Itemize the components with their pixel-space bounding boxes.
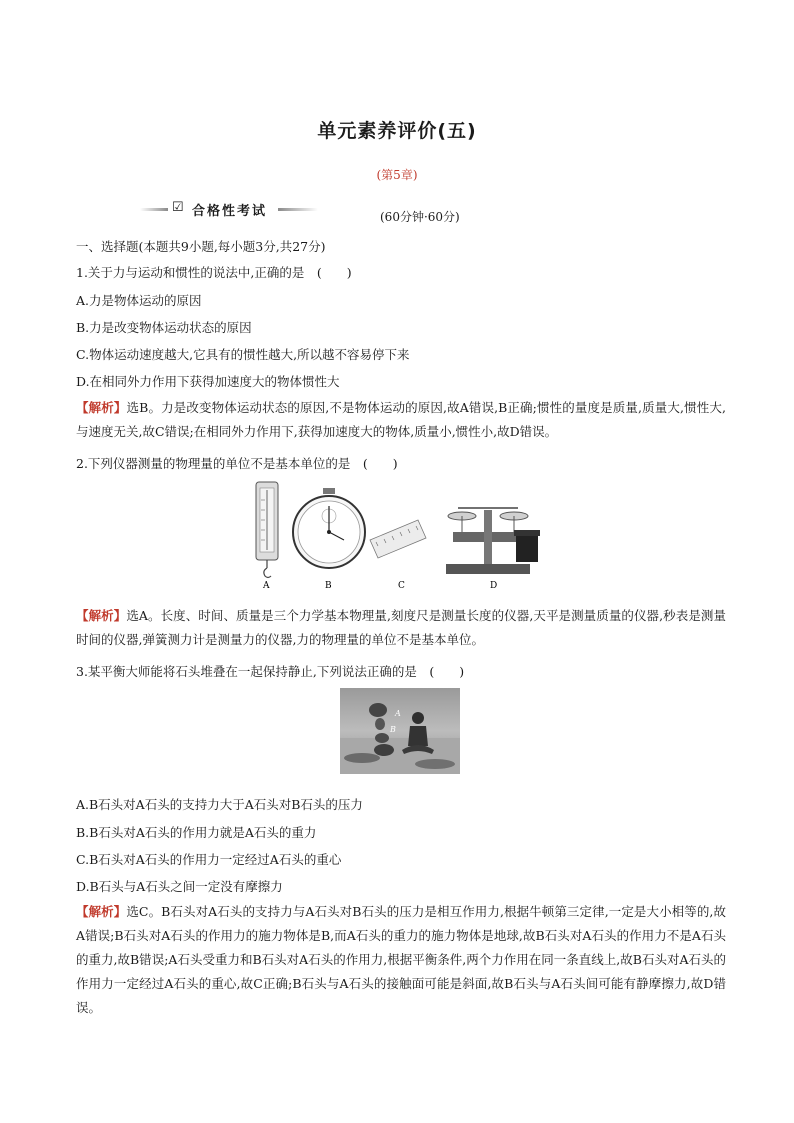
time-score-note: (60分钟·60分)	[380, 210, 460, 224]
figure-label-a: A	[263, 581, 270, 591]
chapter-label: (第5章)	[376, 168, 418, 182]
stone-b	[375, 718, 385, 730]
balance-scale-image	[446, 508, 540, 574]
section-label: 合格性考试	[192, 204, 268, 219]
q2-instruments-figure	[248, 480, 548, 595]
ruler-image	[370, 520, 426, 558]
q2-stem: 2.下列仪器测量的物理量的单位不是基本单位的是 ( )	[76, 456, 398, 471]
q1-stem: 1.关于力与运动和惯性的说法中,正确的是 ( )	[76, 265, 352, 280]
figure-label-c: C	[398, 581, 405, 591]
checkbox-icon: ☑	[172, 200, 184, 215]
section-rule-right	[278, 208, 318, 211]
q3-analysis	[76, 900, 726, 1020]
q1-option-c: C.物体运动速度越大,它具有的惯性越大,所以越不容易停下来	[76, 347, 410, 362]
analysis-tag: 【解析】	[76, 904, 127, 919]
analysis-tag: 【解析】	[76, 400, 127, 415]
page-title: 单元素养评价(五)	[317, 120, 477, 142]
q1-option-d: D.在相同外力作用下获得加速度大的物体惯性大	[76, 374, 340, 389]
figure-label-b: B	[325, 581, 332, 591]
stopwatch-image	[293, 488, 365, 568]
analysis-tag: 【解析】	[76, 608, 127, 623]
analysis-text: 选A。长度、时间、质量是三个力学基本物理量,刻度尺是测量长度的仪器,天平是测量质量的仪器,秒表是测量时间的仪器,弹簧测力计是测量力的仪器,力的物理量的单位不是基本单位。	[76, 608, 726, 647]
photo-label-a: A	[395, 709, 401, 718]
q3-option-c: C.B石头对A石头的作用力一定经过A石头的重心	[76, 852, 342, 867]
section-header	[140, 200, 320, 218]
q3-stone-balance-photo	[340, 688, 460, 774]
stone-a	[369, 703, 387, 717]
section-rule-left	[140, 208, 168, 211]
q1-analysis	[76, 396, 726, 444]
spring-scale-image	[256, 482, 278, 578]
q1-option-a: A.力是物体运动的原因	[76, 293, 202, 308]
q3-option-d: D.B石头与A石头之间一定没有摩擦力	[76, 879, 283, 894]
analysis-text: 选C。B石头对A石头的支持力与A石头对B石头的压力是相互作用力,根据牛顿第三定律,一定是大小相等的,故A错误;B石头对A石头的作用力的施力物体是B,而A石头的重力的施力物体是地球,故B石头对A石头的作用力不是A石头的重力,故B错误;A石头受重力和B石头对A石头的作用力,根据平衡条件,两个力作用在同一条直线上,故B石头对A石头的作用力一定经过A石头的重心,故C正确;B石头与A石头的接触面可能是斜面,故B石头与A石头间可能有静摩擦力,故D错误。	[76, 904, 726, 1015]
analysis-text: 选B。力是改变物体运动状态的原因,不是物体运动的原因,故A错误,B正确;惯性的量度是质量,质量大,惯性大,与速度无关,故C错误;在相同外力作用下,获得加速度大的物体,质量小,惯性小,故D错误。	[76, 400, 726, 439]
q3-stem: 3.某平衡大师能将石头堆叠在一起保持静止,下列说法正确的是 ( )	[76, 664, 465, 679]
q1-option-b: B.力是改变物体运动状态的原因	[76, 320, 252, 335]
part-heading: 一、选择题(本题共9小题,每小题3分,共27分)	[76, 239, 326, 254]
q3-option-a: A.B石头对A石头的支持力大于A石头对B石头的压力	[76, 797, 363, 812]
photo-label-b: B	[390, 725, 396, 734]
q2-analysis	[76, 604, 726, 652]
figure-label-d: D	[490, 581, 498, 591]
q3-option-b: B.B石头对A石头的作用力就是A石头的重力	[76, 825, 317, 840]
